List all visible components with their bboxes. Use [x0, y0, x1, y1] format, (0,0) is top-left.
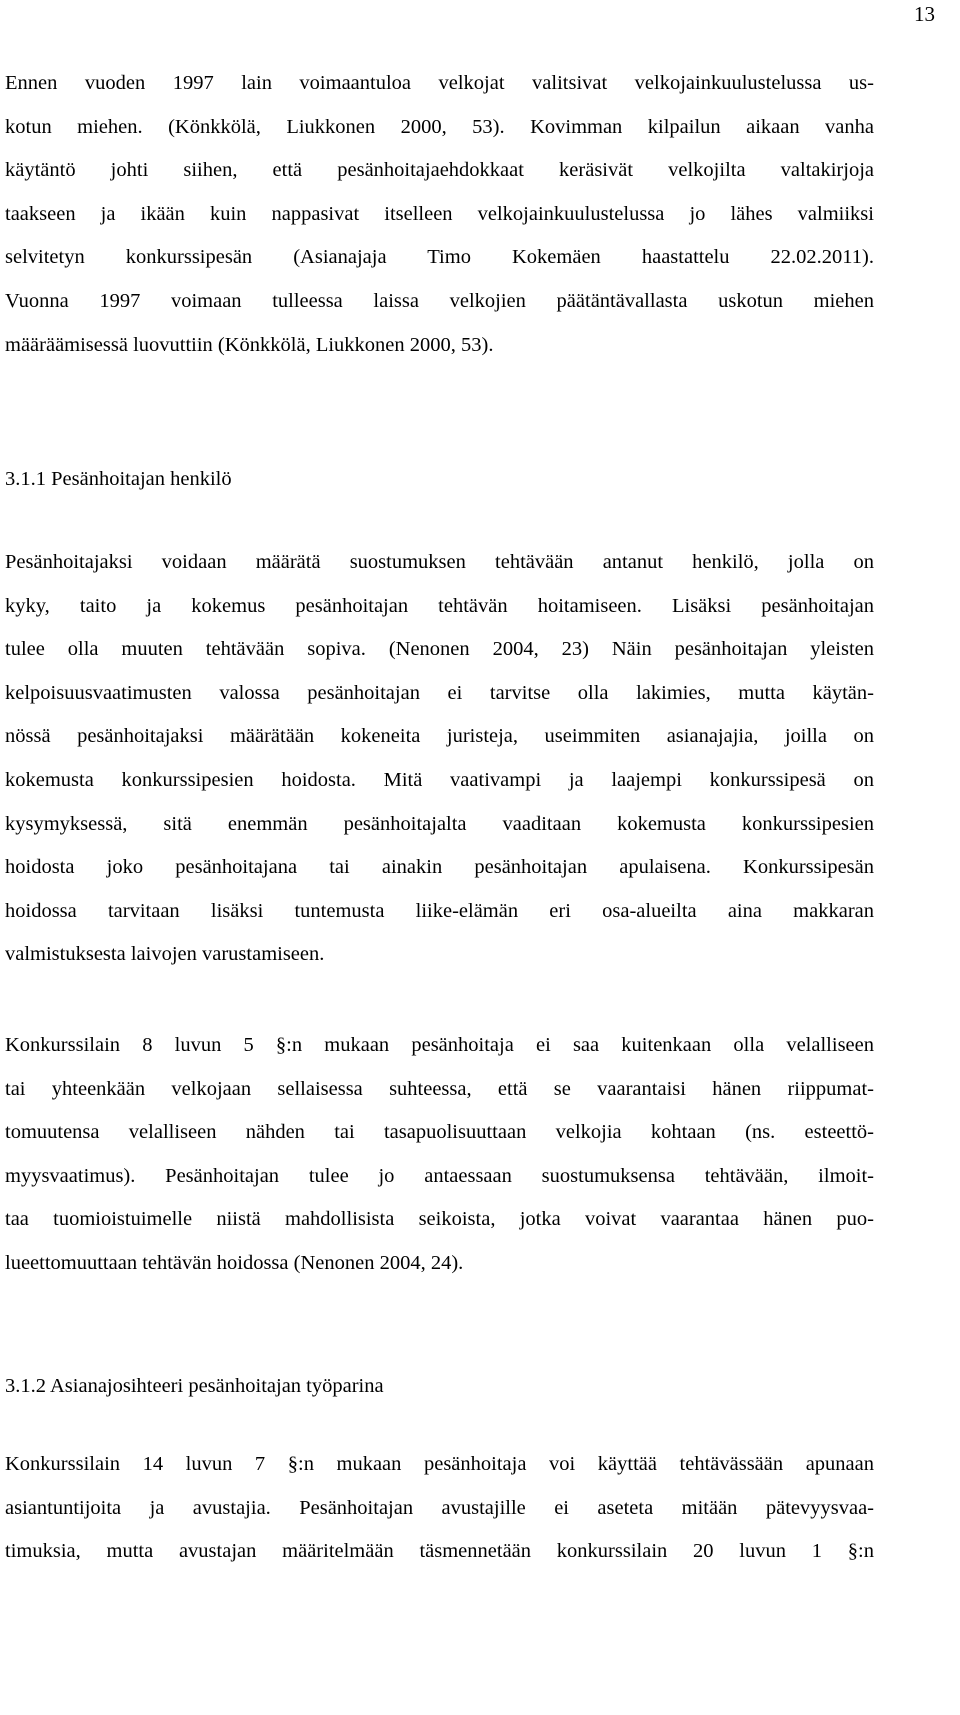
- text-line: taa tuomioistuimelle niistä mahdollisista seikoista, jotka voivat vaarantaa hänen puo-: [5, 1208, 874, 1231]
- paragraph-2: [5, 541, 874, 977]
- text-line: kokemusta konkurssipesien hoidosta. Mitä vaativampi ja laajempi konkurssipesä on: [5, 768, 874, 791]
- text-line: valmistuksesta laivojen varustamiseen.: [5, 943, 325, 966]
- text-line: Vuonna 1997 voimaan tulleessa laissa velkojien päätäntävallasta uskotun miehen: [5, 289, 874, 312]
- text-line: tomuutensa velalliseen nähden tai tasapuolisuuttaan velkojia kohtaan (ns. esteettö-: [5, 1121, 874, 1144]
- section-heading-3-1-1: 3.1.1 Pesänhoitajan henkilö: [5, 468, 232, 490]
- text-line: selvitetyn konkurssipesän (Asianajaja Timo Kokemäen haastattelu 22.02.2011).: [5, 246, 874, 269]
- text-line: Konkurssilain 8 luvun 5 §:n mukaan pesänhoitaja ei saa kuitenkaan olla velalliseen: [5, 1034, 874, 1056]
- text-line: myysvaatimus). Pesänhoitajan tulee jo antaessaan suostumuksensa tehtävään, ilmoit-: [5, 1164, 874, 1187]
- text-line: kysymyksessä, sitä enemmän pesänhoitajalta vaaditaan kokemusta konkurssipesien: [5, 812, 874, 835]
- text-line: timuksia, mutta avustajan määritelmään täsmennetään konkurssilain 20 luvun 1 §:n: [5, 1540, 874, 1563]
- text-line: kotun miehen. (Könkkölä, Liukkonen 2000, 53). Kovimman kilpailun aikaan vanha: [5, 115, 874, 138]
- text-line: lueettomuuttaan tehtävän hoidossa (Nenonen 2004, 24).: [5, 1251, 464, 1274]
- text-line: Konkurssilain 14 luvun 7 §:n mukaan pesänhoitaja voi käyttää tehtävässään apunaan: [5, 1453, 874, 1475]
- text-line: kelpoisuusvaatimusten valossa pesänhoitajan ei tarvitse olla lakimies, mutta käytän-: [5, 681, 874, 704]
- paragraph-4: [5, 1443, 874, 1574]
- text-line: määräämisessä luovuttiin (Könkkölä, Liukkonen 2000, 53).: [5, 333, 494, 356]
- text-line: hoidosta joko pesänhoitajana tai ainakin pesänhoitajan apulaisena. Konkurssipesän: [5, 856, 874, 879]
- text-line: tai yhteenkään velkojaan sellaisessa suhteessa, että se vaarantaisi hänen riippumat-: [5, 1077, 874, 1100]
- page-number: 13: [914, 2, 935, 26]
- text-line: asiantuntijoita ja avustajia. Pesänhoitajan avustajille ei aseteta mitään pätevyysvaa-: [5, 1496, 874, 1519]
- paragraph-1: [5, 62, 874, 367]
- section-heading-3-1-2: 3.1.2 Asianajosihteeri pesänhoitajan työparina: [5, 1375, 384, 1397]
- text-line: hoidossa tarvitaan lisäksi tuntemusta liike-elämän eri osa-alueilta aina makkaran: [5, 899, 874, 922]
- text-line: Ennen vuoden 1997 lain voimaantuloa velkojat valitsivat velkojainkuulustelussa us-: [5, 72, 874, 94]
- text-line: kyky, taito ja kokemus pesänhoitajan tehtävän hoitamiseen. Lisäksi pesänhoitajan: [5, 594, 874, 617]
- text-line: tulee olla muuten tehtävään sopiva. (Nenonen 2004, 23) Näin pesänhoitajan yleisten: [5, 638, 874, 661]
- text-line: nössä pesänhoitajaksi määrätään kokeneita juristeja, useimmiten asianajajia, joilla on: [5, 725, 874, 748]
- text-line: taakseen ja ikään kuin nappasivat itselleen velkojainkuulustelussa jo lähes valmiiksi: [5, 202, 874, 225]
- paragraph-3: [5, 1024, 874, 1286]
- text-line: käytäntö johti siihen, että pesänhoitajaehdokkaat keräsivät velkojilta valtakirjoja: [5, 159, 874, 182]
- text-line: Pesänhoitajaksi voidaan määrätä suostumuksen tehtävään antanut henkilö, jolla on: [5, 551, 874, 573]
